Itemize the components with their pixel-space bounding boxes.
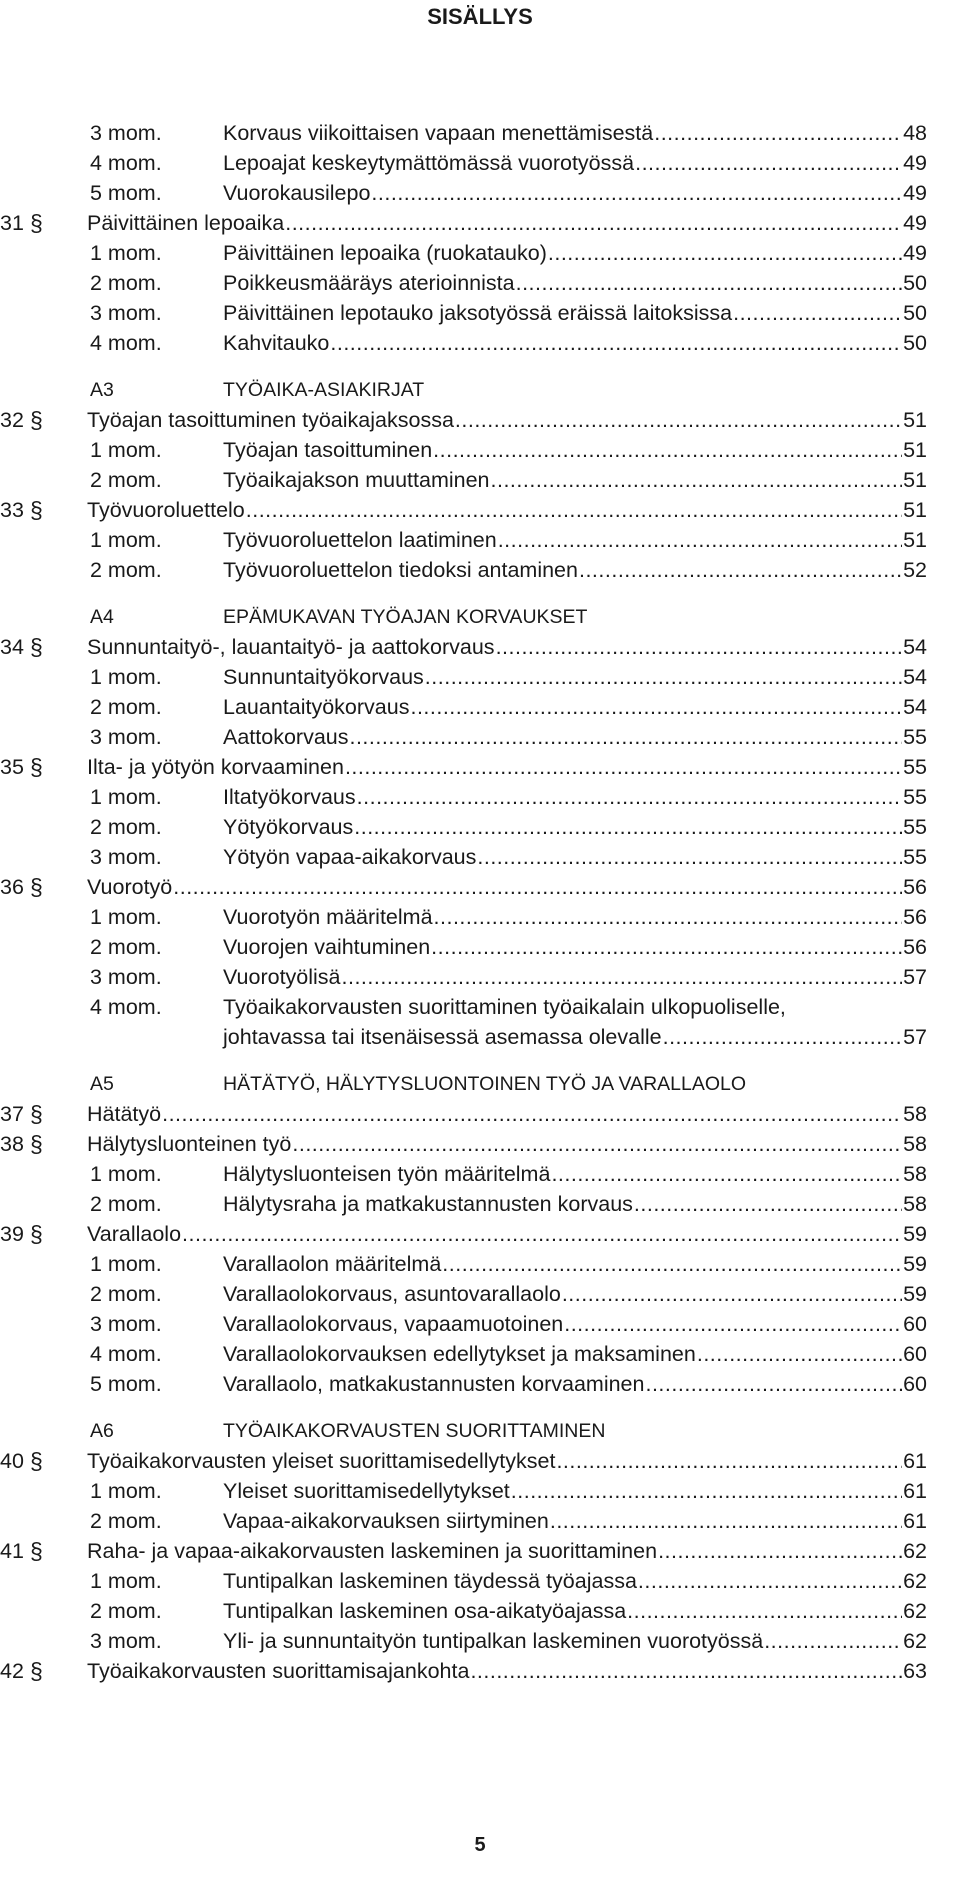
moment-label: 1 mom. <box>90 1252 162 1276</box>
moment-label: 2 mom. <box>90 815 162 839</box>
toc-entry-title: Hätätyö <box>87 1102 162 1126</box>
toc-entry-destination <box>223 1249 927 1279</box>
moment-label: 2 mom. <box>90 468 162 492</box>
toc-page-number: 61 <box>903 1509 927 1533</box>
toc-entry-destination <box>223 1339 927 1369</box>
dot-leader <box>663 1022 902 1052</box>
dot-leader <box>442 1249 902 1279</box>
page-title: SISÄLLYS <box>427 4 533 29</box>
toc-entry-title: Hälytysluonteinen työ <box>87 1132 292 1156</box>
section-sign: § <box>30 1221 43 1247</box>
toc-subsection-row <box>0 1506 960 1536</box>
section-number: 41 <box>0 1539 24 1563</box>
toc-subsection-row <box>0 328 960 358</box>
toc-entry-destination <box>223 1022 927 1052</box>
toc-entry-title: Varallaolokorvaus, vapaamuotoinen <box>223 1312 564 1336</box>
toc-entry-destination <box>223 842 927 872</box>
toc-entry-title: Poikkeusmääräys aterioinnista <box>223 271 515 295</box>
toc-page-number: 51 <box>903 468 927 492</box>
toc-entry-destination <box>87 872 927 902</box>
toc-section-row <box>0 405 960 435</box>
dot-leader <box>434 902 903 932</box>
toc-section-row <box>0 1656 960 1686</box>
toc-page-number: 50 <box>903 271 927 295</box>
chapter-title: TYÖAIKA-ASIAKIRJAT <box>223 379 425 401</box>
moment-label: 2 mom. <box>90 558 162 582</box>
toc-entry-title: Vapaa-aikakorvauksen siirtyminen <box>223 1509 549 1533</box>
toc-entry-title: Työaikakorvausten suorittamisajankohta <box>87 1659 470 1683</box>
toc-entry-destination <box>223 268 927 298</box>
toc-subsection-row <box>0 238 960 268</box>
toc-entry-destination <box>223 178 927 208</box>
toc-page-number: 48 <box>903 121 927 145</box>
section-sign: § <box>30 210 43 236</box>
toc-entry-title: Yötyökorvaus <box>223 815 354 839</box>
toc-page-number: 62 <box>903 1629 927 1653</box>
toc-entry-destination <box>223 1596 927 1626</box>
moment-label: 3 mom. <box>90 121 162 145</box>
toc-page-number: 54 <box>903 635 927 659</box>
dot-leader <box>162 1099 902 1129</box>
dot-leader <box>342 962 903 992</box>
toc-entry-destination <box>87 1219 927 1249</box>
toc-entry-destination <box>87 1656 927 1686</box>
toc-entry-destination <box>223 662 927 692</box>
toc-page-number: 49 <box>903 181 927 205</box>
toc-section-row <box>0 208 960 238</box>
section-number: 38 <box>0 1132 24 1156</box>
dot-leader <box>550 1506 902 1536</box>
moment-label: 2 mom. <box>90 1192 162 1216</box>
dot-leader <box>634 1189 902 1219</box>
toc-entry-title: Työvuoroluettelo <box>87 498 245 522</box>
dot-leader <box>470 1656 902 1686</box>
toc-page-number: 58 <box>903 1162 927 1186</box>
dot-leader <box>354 812 902 842</box>
moment-label: 1 mom. <box>90 665 162 689</box>
toc-entry-destination <box>223 812 927 842</box>
toc-page-number: 55 <box>903 785 927 809</box>
toc-page-number: 57 <box>903 965 927 989</box>
toc-subsection-row <box>0 178 960 208</box>
toc-entry-destination <box>87 405 927 435</box>
toc-subsection-row <box>0 722 960 752</box>
dot-leader <box>371 178 902 208</box>
section-number: 37 <box>0 1102 24 1126</box>
dot-leader <box>564 1309 902 1339</box>
chapter-code: A4 <box>90 606 114 628</box>
dot-leader <box>638 1566 902 1596</box>
toc-subsection-row <box>0 1369 960 1399</box>
toc-entry-title: Työajan tasoittuminen <box>223 438 433 462</box>
toc-entry-title: Varallaolo, matkakustannusten korvaaminen <box>223 1372 645 1396</box>
dot-leader <box>357 782 902 812</box>
dot-leader <box>292 1129 902 1159</box>
moment-label: 3 mom. <box>90 1629 162 1653</box>
toc-subsection-row <box>0 1626 960 1656</box>
toc-entry-destination <box>87 1536 927 1566</box>
toc-page-number: 60 <box>903 1312 927 1336</box>
dot-leader <box>658 1536 902 1566</box>
dot-leader <box>496 632 903 662</box>
dot-leader <box>477 842 902 872</box>
toc-entry-title: Varallaolokorvauksen edellytykset ja maksaminen <box>223 1342 696 1366</box>
toc-entry-title: Hälytysraha ja matkakustannusten korvaus <box>223 1192 633 1216</box>
chapter-code: A3 <box>90 379 114 401</box>
toc-entry-title-line1: Työaikakorvausten suorittaminen työaikalain ulkopuoliselle, <box>223 995 786 1019</box>
toc-entry-title: Hälytysluonteisen työn määritelmä <box>223 1162 551 1186</box>
toc-section-row <box>0 872 960 902</box>
toc-subsection-row <box>0 435 960 465</box>
toc-entry-destination <box>223 555 927 585</box>
toc-entry-title: Korvaus viikoittaisen vapaan menettämisestä <box>223 121 654 145</box>
chapter-title: EPÄMUKAVAN TYÖAJAN KORVAUKSET <box>223 606 588 628</box>
moment-label: 5 mom. <box>90 1372 162 1396</box>
toc-subsection-row <box>0 1309 960 1339</box>
toc-entry-destination <box>223 1566 927 1596</box>
toc-subsection-row <box>0 962 960 992</box>
section-sign: § <box>30 1538 43 1564</box>
toc-page-number: 56 <box>903 875 927 899</box>
toc-page-number: 61 <box>903 1479 927 1503</box>
chapter-code: A6 <box>90 1420 114 1442</box>
toc-subsection-row <box>0 812 960 842</box>
toc-entry-destination <box>223 435 927 465</box>
toc-subsection-row <box>0 782 960 812</box>
toc-subsection-row <box>0 1249 960 1279</box>
toc-subsection-row <box>0 1596 960 1626</box>
toc-entry-destination <box>223 1506 927 1536</box>
toc-page-number: 62 <box>903 1569 927 1593</box>
toc-section-row <box>0 1129 960 1159</box>
toc-entry-title: Vuorotyö <box>87 875 173 899</box>
toc-entry-destination <box>223 782 927 812</box>
toc-entry-title: Päivittäinen lepoaika (ruokatauko) <box>223 241 547 265</box>
toc-entry-destination <box>223 238 927 268</box>
toc-page-number: 60 <box>903 1372 927 1396</box>
toc-entry-title: Varallaolokorvaus, asuntovarallaolo <box>223 1282 561 1306</box>
dot-leader <box>173 872 902 902</box>
toc-entry-title: Vuorokausilepo <box>223 181 371 205</box>
toc-entry-destination <box>223 148 927 178</box>
toc-entry-title: Kahvitauko <box>223 331 330 355</box>
moment-label: 1 mom. <box>90 241 162 265</box>
toc-entry-title: Vuorojen vaihtuminen <box>223 935 431 959</box>
toc-entry-title: Työajan tasoittuminen työaikajaksossa <box>87 408 454 432</box>
toc-entry-title: Tuntipalkan laskeminen osa-aikatyöajassa <box>223 1599 627 1623</box>
section-sign: § <box>30 1101 43 1127</box>
toc-page-number: 51 <box>903 408 927 432</box>
dot-leader <box>733 298 902 328</box>
section-sign: § <box>30 407 43 433</box>
toc-entry-title: Työvuoroluettelon laatiminen <box>223 528 497 552</box>
toc-entry-title: Varallaolo <box>87 1222 182 1246</box>
toc-entry-title: johtavassa tai itsenäisessä asemassa olevalle <box>223 1025 662 1049</box>
toc-entry-destination <box>223 118 927 148</box>
toc-entry-title: Yli- ja sunnuntaityön tuntipalkan laskeminen vuorotyössä <box>223 1629 764 1653</box>
toc-page-number: 56 <box>903 905 927 929</box>
dot-leader <box>627 1596 902 1626</box>
toc-entry-destination <box>87 495 927 525</box>
toc-entry-title: Varallaolon määritelmä <box>223 1252 442 1276</box>
dot-leader <box>511 1476 902 1506</box>
toc-subsection-row <box>0 465 960 495</box>
dot-leader <box>345 752 902 782</box>
toc-subsection-row <box>0 1339 960 1369</box>
section-sign: § <box>30 497 43 523</box>
moment-label: 4 mom. <box>90 995 162 1019</box>
toc-subsection-row <box>0 1279 960 1309</box>
toc-subsection-row <box>0 555 960 585</box>
toc-entry-title: Sunnuntaityö-, lauantaityö- ja aattokorvaus <box>87 635 495 659</box>
toc-page-number: 62 <box>903 1539 927 1563</box>
page-number: 5 <box>474 1834 486 1856</box>
moment-label: 1 mom. <box>90 1479 162 1503</box>
chapter-title: HÄTÄTYÖ, HÄLYTYSLUONTOINEN TYÖ JA VARALLAOLO <box>223 1073 747 1095</box>
toc-section-row <box>0 632 960 662</box>
dot-leader <box>579 555 902 585</box>
toc-entry-title: Ilta- ja yötyön korvaaminen <box>87 755 344 779</box>
toc-entry-title: Raha- ja vapaa-aikakorvausten laskeminen ja suorittaminen <box>87 1539 658 1563</box>
moment-label: 1 mom. <box>90 785 162 809</box>
moment-label: 2 mom. <box>90 1599 162 1623</box>
toc-section-row <box>0 752 960 782</box>
toc-subsection-row <box>0 118 960 148</box>
toc-entry-title: Vuorotyölisä <box>223 965 341 989</box>
moment-label: 4 mom. <box>90 1342 162 1366</box>
toc-entry-title: Yleiset suorittamisedellytykset <box>223 1479 510 1503</box>
moment-label: 1 mom. <box>90 438 162 462</box>
toc-page-number: 50 <box>903 301 927 325</box>
toc-entry-destination <box>223 1626 927 1656</box>
toc-page-number: 59 <box>903 1252 927 1276</box>
toc-page-number: 49 <box>903 211 927 235</box>
dot-leader <box>562 1279 902 1309</box>
toc-subsection-row <box>0 992 960 1022</box>
toc-subsection-row <box>0 298 960 328</box>
toc-entry-title: Lepoajat keskeytymättömässä vuorotyössä <box>223 151 635 175</box>
toc-entry-destination <box>87 632 927 662</box>
section-number: 33 <box>0 498 24 522</box>
toc-subsection-row <box>0 1159 960 1189</box>
dot-leader <box>246 495 902 525</box>
toc-page-number: 51 <box>903 438 927 462</box>
toc-entry-destination <box>223 1309 927 1339</box>
moment-label: 4 mom. <box>90 151 162 175</box>
toc-section-row <box>0 495 960 525</box>
toc-entry-destination <box>223 692 927 722</box>
toc-entry-destination <box>223 1279 927 1309</box>
dot-leader <box>285 208 902 238</box>
toc-entry-destination <box>223 1189 927 1219</box>
section-number: 32 <box>0 408 24 432</box>
toc-subsection-row <box>0 902 960 932</box>
toc-entry-title: Sunnuntaityökorvaus <box>223 665 424 689</box>
toc-page-number: 51 <box>903 528 927 552</box>
section-sign: § <box>30 1448 43 1474</box>
dot-leader <box>635 148 902 178</box>
toc-subsection-row <box>0 932 960 962</box>
toc-page-number: 55 <box>903 815 927 839</box>
moment-label: 3 mom. <box>90 301 162 325</box>
moment-label: 4 mom. <box>90 331 162 355</box>
toc-page-number: 49 <box>903 151 927 175</box>
toc-page-number: 58 <box>903 1132 927 1156</box>
moment-label: 3 mom. <box>90 965 162 989</box>
dot-leader <box>551 1159 902 1189</box>
dot-leader <box>491 465 903 495</box>
toc-entry-destination <box>223 298 927 328</box>
toc-page-number: 49 <box>903 241 927 265</box>
dot-leader <box>182 1219 902 1249</box>
toc-entry-destination <box>87 208 927 238</box>
dot-leader <box>433 435 902 465</box>
toc-page-number: 56 <box>903 935 927 959</box>
toc-entry-title: Tuntipalkan laskeminen täydessä työajassa <box>223 1569 637 1593</box>
moment-label: 3 mom. <box>90 1312 162 1336</box>
toc-subsection-row <box>0 1476 960 1506</box>
toc-entry-destination <box>87 1129 927 1159</box>
toc-page-number: 55 <box>903 725 927 749</box>
dot-leader <box>645 1369 902 1399</box>
section-number: 40 <box>0 1449 24 1473</box>
toc-entry-destination <box>223 328 927 358</box>
toc-subsection-row <box>0 692 960 722</box>
toc-subsection-row-continued <box>0 1022 960 1052</box>
dot-leader <box>516 268 902 298</box>
dot-leader <box>654 118 902 148</box>
toc-page-number: 59 <box>903 1222 927 1246</box>
toc-subsection-row <box>0 842 960 872</box>
toc-entry-destination <box>223 1159 927 1189</box>
toc-subsection-row <box>0 148 960 178</box>
section-sign: § <box>30 1658 43 1684</box>
dot-leader <box>330 328 902 358</box>
moment-label: 1 mom. <box>90 1569 162 1593</box>
toc-entry-destination <box>223 1369 927 1399</box>
section-sign: § <box>30 1131 43 1157</box>
section-number: 34 <box>0 635 24 659</box>
toc-subsection-row <box>0 268 960 298</box>
moment-label: 2 mom. <box>90 1509 162 1533</box>
section-sign: § <box>30 754 43 780</box>
toc-entry-destination <box>223 525 927 555</box>
dot-leader <box>349 722 902 752</box>
toc-subsection-row <box>0 1189 960 1219</box>
toc-entry-destination <box>223 932 927 962</box>
moment-label: 3 mom. <box>90 845 162 869</box>
toc-entry-title: Päivittäinen lepoaika <box>87 211 285 235</box>
section-number: 42 <box>0 1659 24 1683</box>
toc-section-row <box>0 1536 960 1566</box>
dot-leader <box>455 405 902 435</box>
moment-label: 2 mom. <box>90 695 162 719</box>
toc-page-number: 58 <box>903 1192 927 1216</box>
toc-entry-title: Lauantaityökorvaus <box>223 695 410 719</box>
toc-section-row <box>0 1099 960 1129</box>
section-number: 35 <box>0 755 24 779</box>
section-number: 31 <box>0 211 24 235</box>
dot-leader <box>425 662 902 692</box>
toc-page-number: 63 <box>903 1659 927 1683</box>
toc-page-number: 54 <box>903 695 927 719</box>
section-number: 39 <box>0 1222 24 1246</box>
section-sign: § <box>30 634 43 660</box>
toc-entry-destination <box>223 465 927 495</box>
moment-label: 2 mom. <box>90 1282 162 1306</box>
moment-label: 1 mom. <box>90 528 162 552</box>
dot-leader <box>410 692 902 722</box>
toc-entry-destination <box>87 752 927 782</box>
toc-page-number: 50 <box>903 331 927 355</box>
dot-leader <box>498 525 902 555</box>
toc-section-row <box>0 1446 960 1476</box>
toc-page-number: 52 <box>903 558 927 582</box>
moment-label: 2 mom. <box>90 935 162 959</box>
dot-leader <box>764 1626 902 1656</box>
section-sign: § <box>30 874 43 900</box>
toc-page-number: 57 <box>903 1025 927 1049</box>
toc-entry-title: Yötyön vapaa-aikakorvaus <box>223 845 477 869</box>
toc-entry-destination <box>223 1476 927 1506</box>
moment-label: 2 mom. <box>90 271 162 295</box>
toc-page-number: 54 <box>903 665 927 689</box>
moment-label: 1 mom. <box>90 1162 162 1186</box>
toc-entry-title: Työvuoroluettelon tiedoksi antaminen <box>223 558 578 582</box>
toc-subsection-row <box>0 1566 960 1596</box>
toc-entry-destination <box>223 902 927 932</box>
toc-entry-title: Iltatyökorvaus <box>223 785 356 809</box>
toc-page-number: 55 <box>903 755 927 779</box>
toc-entry-destination <box>223 722 927 752</box>
toc-entry-title: Työaikakorvausten yleiset suorittamisedellytykset <box>87 1449 556 1473</box>
moment-label: 5 mom. <box>90 181 162 205</box>
chapter-title: TYÖAIKAKORVAUSTEN SUORITTAMINEN <box>223 1420 606 1442</box>
section-number: 36 <box>0 875 24 899</box>
toc-entry-title: Päivittäinen lepotauko jaksotyössä eräissä laitoksissa <box>223 301 733 325</box>
toc-entry-title: Työaikajakson muuttaminen <box>223 468 490 492</box>
toc-subsection-row <box>0 525 960 555</box>
dot-leader <box>697 1339 902 1369</box>
dot-leader <box>548 238 902 268</box>
toc-entry-destination <box>87 1099 927 1129</box>
dot-leader <box>431 932 902 962</box>
toc-page-number: 51 <box>903 498 927 522</box>
toc-entry-title: Aattokorvaus <box>223 725 349 749</box>
toc-entry-destination <box>87 1446 927 1476</box>
toc-entry-title: Vuorotyön määritelmä <box>223 905 433 929</box>
toc-page-number: 61 <box>903 1449 927 1473</box>
chapter-code: A5 <box>90 1073 114 1095</box>
toc-section-row <box>0 1219 960 1249</box>
toc-page-number: 60 <box>903 1342 927 1366</box>
moment-label: 1 mom. <box>90 905 162 929</box>
toc-page-number: 62 <box>903 1599 927 1623</box>
toc-page-number: 59 <box>903 1282 927 1306</box>
toc-page-number: 58 <box>903 1102 927 1126</box>
toc-page-number: 55 <box>903 845 927 869</box>
toc-entry-destination <box>223 962 927 992</box>
dot-leader <box>556 1446 902 1476</box>
moment-label: 3 mom. <box>90 725 162 749</box>
toc-subsection-row <box>0 662 960 692</box>
